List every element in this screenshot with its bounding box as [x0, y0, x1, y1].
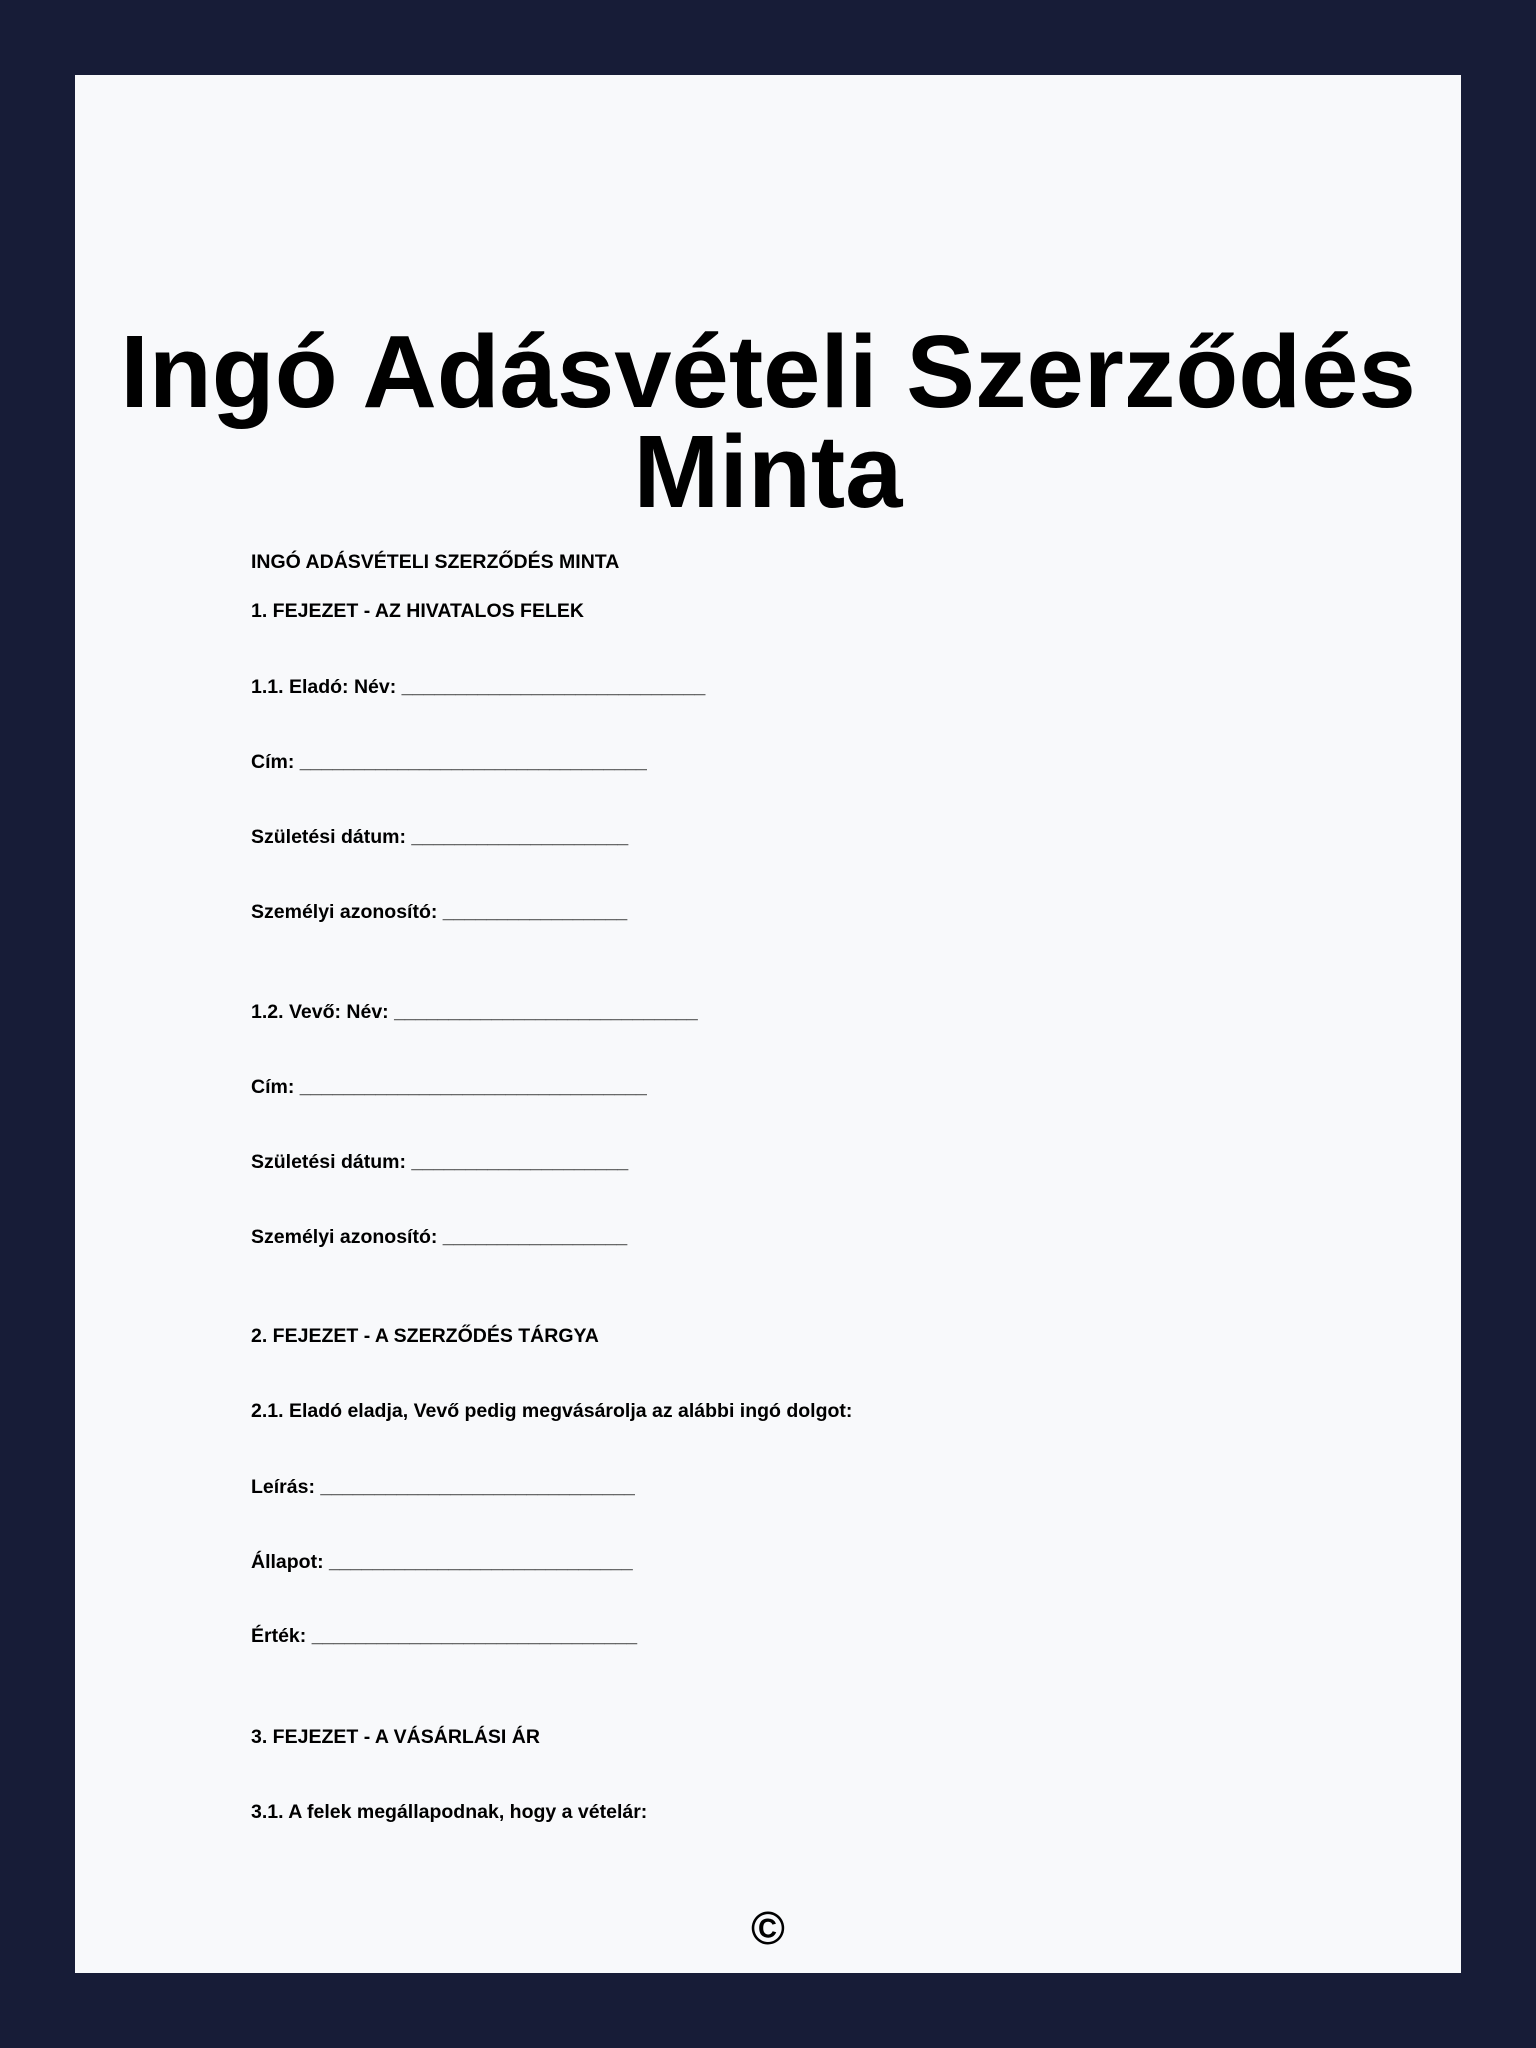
buyer-birthdate-label: Születési dátum:: [251, 1151, 412, 1173]
chapter-1-title: 1. FEJEZET - AZ HIVATALOS FELEK: [251, 600, 584, 622]
seller-name-label: 1.1. Eladó: Név:: [251, 676, 402, 698]
buyer-name-label: 1.2. Vevő: Név:: [251, 1001, 395, 1023]
copyright-icon: ©: [751, 1902, 785, 1954]
buyer-birthdate-field: [251, 1150, 628, 1174]
buyer-address-blank: ________________________________: [299, 1076, 647, 1098]
item-condition-label: Állapot:: [251, 1551, 329, 1573]
item-value-blank: ______________________________: [311, 1625, 638, 1647]
item-description-blank: _____________________________: [320, 1476, 635, 1498]
seller-id-blank: _________________: [442, 901, 628, 923]
seller-id-label: Személyi azonosító:: [251, 901, 443, 923]
seller-address-blank: ________________________________: [299, 751, 647, 773]
chapter-2-title: 2. FEJEZET - A SZERZŐDÉS TÁRGYA: [251, 1325, 599, 1347]
item-description-field: [251, 1475, 635, 1499]
item-value-label: Érték:: [251, 1625, 312, 1647]
title-line-1: Ingó Adásvételi Szerződés: [120, 314, 1416, 429]
buyer-id-field: [251, 1225, 627, 1249]
title-line-2: Minta: [633, 414, 903, 529]
document-page: [75, 75, 1461, 1973]
seller-address-field: [251, 750, 647, 774]
seller-birthdate-blank: ____________________: [411, 826, 629, 848]
buyer-id-blank: _________________: [442, 1226, 628, 1248]
seller-birthdate-field: [251, 825, 628, 849]
buyer-birthdate-blank: ____________________: [411, 1151, 629, 1173]
seller-id-field: [251, 900, 627, 924]
chapter-3-title: 3. FEJEZET - A VÁSÁRLÁSI ÁR: [251, 1726, 540, 1748]
seller-name-field: [251, 675, 705, 699]
buyer-address-field: [251, 1075, 647, 1099]
item-description-label: Leírás:: [251, 1476, 321, 1498]
seller-birthdate-label: Születési dátum:: [251, 826, 412, 848]
chapter-3-clause: 3.1. A felek megállapodnak, hogy a vételár:: [251, 1801, 648, 1823]
buyer-name-field: [251, 1000, 698, 1024]
seller-name-blank: ____________________________: [401, 676, 706, 698]
item-value-field: [251, 1624, 637, 1648]
seller-address-label: Cím:: [251, 751, 300, 773]
buyer-name-blank: ____________________________: [394, 1001, 698, 1023]
buyer-address-label: Cím:: [251, 1076, 300, 1098]
document-title: [75, 314, 1461, 529]
document-heading: INGÓ ADÁSVÉTELI SZERZŐDÉS MINTA: [251, 551, 620, 573]
buyer-id-label: Személyi azonosító:: [251, 1226, 443, 1248]
chapter-2-clause: 2.1. Eladó eladja, Vevő pedig megvásárolja az alábbi ingó dolgot:: [251, 1400, 853, 1422]
item-condition-blank: ____________________________: [329, 1551, 633, 1573]
item-condition-field: [251, 1550, 633, 1574]
